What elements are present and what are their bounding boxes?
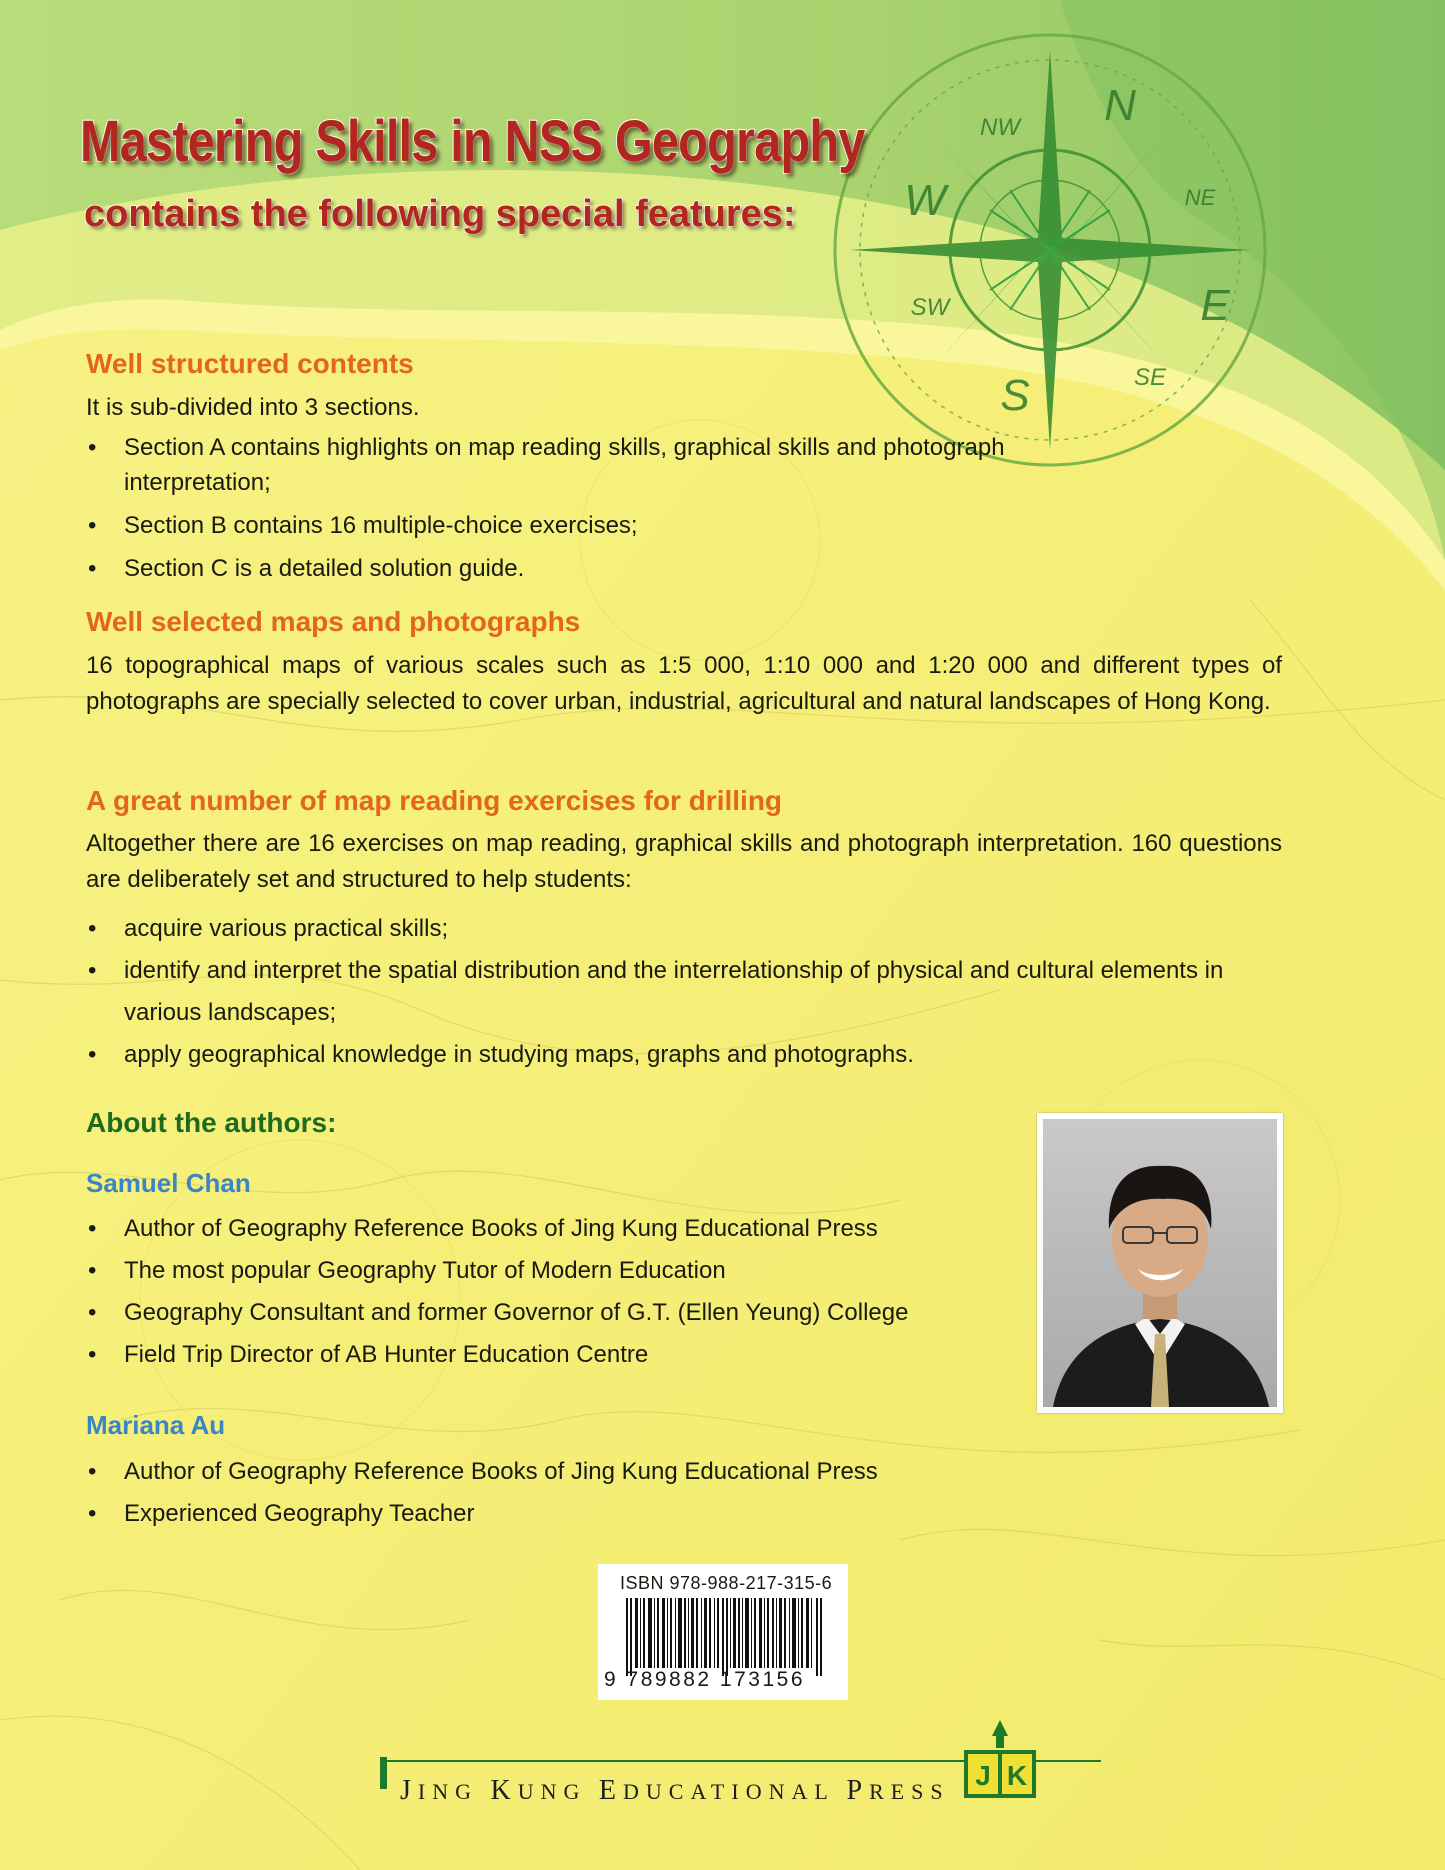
publisher-word: EDUCATIONAL: [598, 1775, 834, 1806]
publisher-name: [400, 1775, 950, 1807]
list-item: • apply geographical knowledge in studying maps, graphs and photographs.: [86, 1034, 1286, 1076]
author-photo: [1037, 1113, 1283, 1413]
logo-letter: K: [1006, 1760, 1028, 1791]
section-body-exercises: Altogether there are 16 exercises on map reading, graphical skills and photograph interpretation. 160 questions are deliberately set and structured to help students:: [86, 830, 1282, 893]
isbn-barcode-box: [598, 1564, 848, 1700]
author-portrait-image: [1043, 1119, 1277, 1407]
compass-label: NW: [980, 114, 1020, 141]
list-item: • The most popular Geography Tutor of Modern Education: [86, 1250, 1026, 1292]
section-intro: It is sub-divided into 3 sections.: [86, 394, 420, 421]
list-item: • Section C is a detailed solution guide.: [86, 551, 1096, 586]
exercises-bullet-list: [86, 908, 1286, 1076]
publisher-word: PRESS: [846, 1775, 950, 1806]
authors-heading: About the authors:: [86, 1107, 337, 1138]
list-item: • Author of Geography Reference Books of Jing Kung Educational Press: [86, 1451, 1026, 1493]
list-item: • Author of Geography Reference Books of Jing Kung Educational Press: [86, 1208, 1026, 1250]
compass-label: NE: [1184, 185, 1216, 210]
publisher-word: KUNG: [490, 1775, 587, 1806]
structured-bullet-list: [86, 430, 1096, 586]
list-item: • Section B contains 16 multiple-choice exercises;: [86, 508, 1096, 543]
compass-label: N: [1104, 81, 1136, 130]
publisher-accent-bar: [380, 1757, 387, 1789]
barcode-digits: 9 789882 173156: [604, 1668, 805, 1691]
compass-label: W: [904, 176, 946, 225]
author-bullet-list: [86, 1208, 1026, 1376]
publisher-word: JING: [400, 1775, 479, 1806]
author-name: Samuel Chan: [86, 1168, 251, 1198]
compass-label: SW: [910, 294, 950, 321]
section-heading-exercises: A great number of map reading exercises for drilling: [86, 785, 783, 816]
section-heading-structured: Well structured contents: [86, 348, 414, 379]
list-item: • Section A contains highlights on map reading skills, graphical skills and photograph interpretation;: [86, 430, 1096, 500]
logo-letter: J: [975, 1760, 991, 1791]
book-subtitle: contains the following special features:: [84, 193, 796, 235]
author-name: Mariana Au: [86, 1410, 226, 1440]
publisher-logo: [962, 1718, 1038, 1800]
section-body-maps: 16 topographical maps of various scales such as 1:5 000, 1:10 000 and 1:20 000 and different types of photographs are specially selected to cover urban, industrial, agricultural and natural landscapes of Hong Kong.: [86, 652, 1282, 715]
compass-label: SE: [1133, 364, 1167, 391]
isbn-label: ISBN 978-988-217-315-6: [620, 1573, 833, 1593]
list-item: • Experienced Geography Teacher: [86, 1493, 1026, 1535]
section-heading-maps: Well selected maps and photographs: [86, 606, 581, 637]
list-item: • identify and interpret the spatial distribution and the interrelationship of physical and cultural elements in various landscapes;: [86, 950, 1286, 1034]
list-item: • Geography Consultant and former Governor of G.T. (Ellen Yeung) College: [86, 1292, 1026, 1334]
book-title: Mastering Skills in NSS Geography: [80, 109, 865, 174]
list-item: • acquire various practical skills;: [86, 908, 1286, 950]
compass-label: S: [1000, 371, 1030, 420]
list-item: • Field Trip Director of AB Hunter Education Centre: [86, 1334, 1026, 1376]
barcode-icon: [626, 1598, 826, 1676]
compass-label: E: [1200, 281, 1230, 330]
author-bullet-list: [86, 1451, 1026, 1535]
